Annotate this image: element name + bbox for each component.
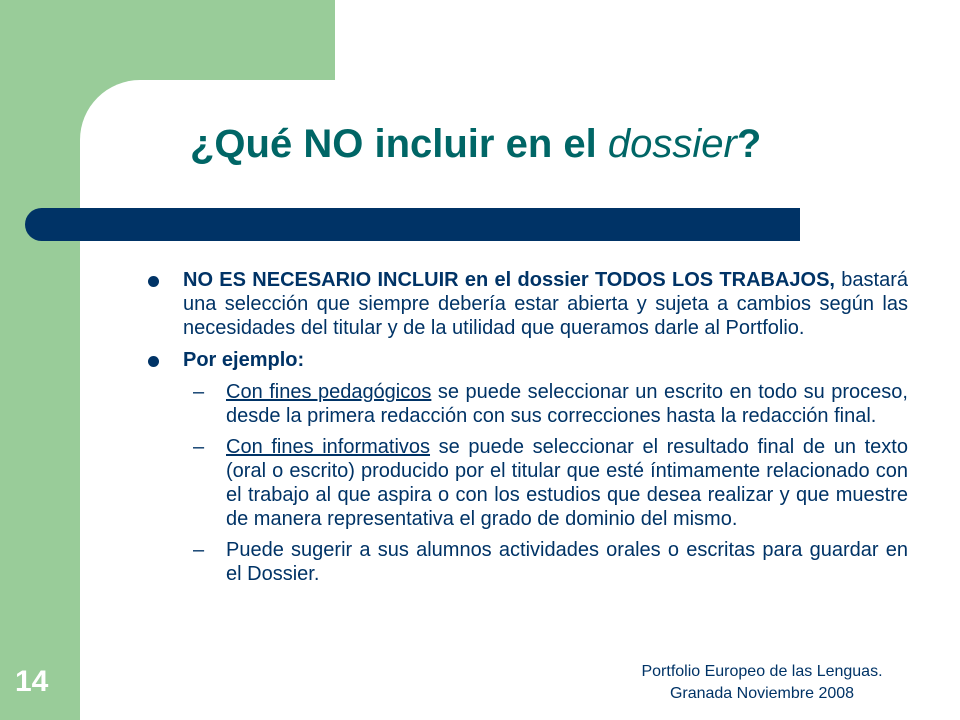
title-prefix: ¿Qué NO incluir en el bbox=[190, 122, 608, 166]
white-rounded-corner bbox=[80, 80, 200, 200]
bullet-item bbox=[148, 348, 908, 372]
bullet-text: bastará una selección que siempre debería estar abierta y sujeta a cambios según las necesidades del titular y de la utilidad que queramos darle al Portfolio. bbox=[183, 269, 909, 339]
sub-item bbox=[193, 435, 908, 531]
sub-item-text: se puede seleccionar un escrito en todo su proceso, desde la primera redacción con sus correcciones hasta la redacción final. bbox=[226, 381, 908, 427]
bullet-item bbox=[148, 268, 908, 340]
title-underline-bar bbox=[25, 208, 800, 241]
title-italic: dossier bbox=[607, 122, 737, 166]
footer bbox=[622, 661, 902, 705]
sub-item-underlined: Con fines informativos bbox=[226, 436, 431, 458]
sub-item-underlined: Con fines pedagógicos bbox=[226, 381, 432, 403]
sub-item bbox=[193, 538, 908, 586]
top-green-band bbox=[80, 0, 335, 80]
sub-item bbox=[193, 380, 908, 428]
slide-body bbox=[148, 268, 908, 593]
bullet-dot-icon bbox=[148, 356, 159, 367]
bullet-dot-icon bbox=[148, 276, 159, 287]
dash-icon: – bbox=[193, 436, 205, 458]
sub-list bbox=[148, 380, 908, 586]
bullet-bold-text: Por ejemplo: bbox=[183, 349, 305, 371]
footer-line-1: Portfolio Europeo de las Lenguas. bbox=[641, 663, 883, 680]
sub-item-text: Puede sugerir a sus alumnos actividades orales o escritas para guardar en el Dossier. bbox=[226, 539, 908, 585]
left-green-band bbox=[0, 0, 80, 720]
page-number: 14 bbox=[15, 665, 49, 698]
dash-icon: – bbox=[193, 381, 205, 403]
footer-line-2: Granada Noviembre 2008 bbox=[669, 685, 855, 702]
dash-icon: – bbox=[193, 539, 205, 561]
title-suffix: ? bbox=[736, 122, 762, 166]
sub-item-text: se puede seleccionar el resultado final de un texto (oral o escrito) producido por el titular que esté íntimamente relacionado con el trabajo al que aspira o con los estudios que desea realizar y que muestre de manera representativa el grado de dominio del mismo. bbox=[226, 436, 908, 530]
slide-title bbox=[190, 122, 910, 167]
bullet-bold-text: NO ES NECESARIO INCLUIR en el dossier TODOS LOS TRABAJOS, bbox=[183, 269, 835, 291]
